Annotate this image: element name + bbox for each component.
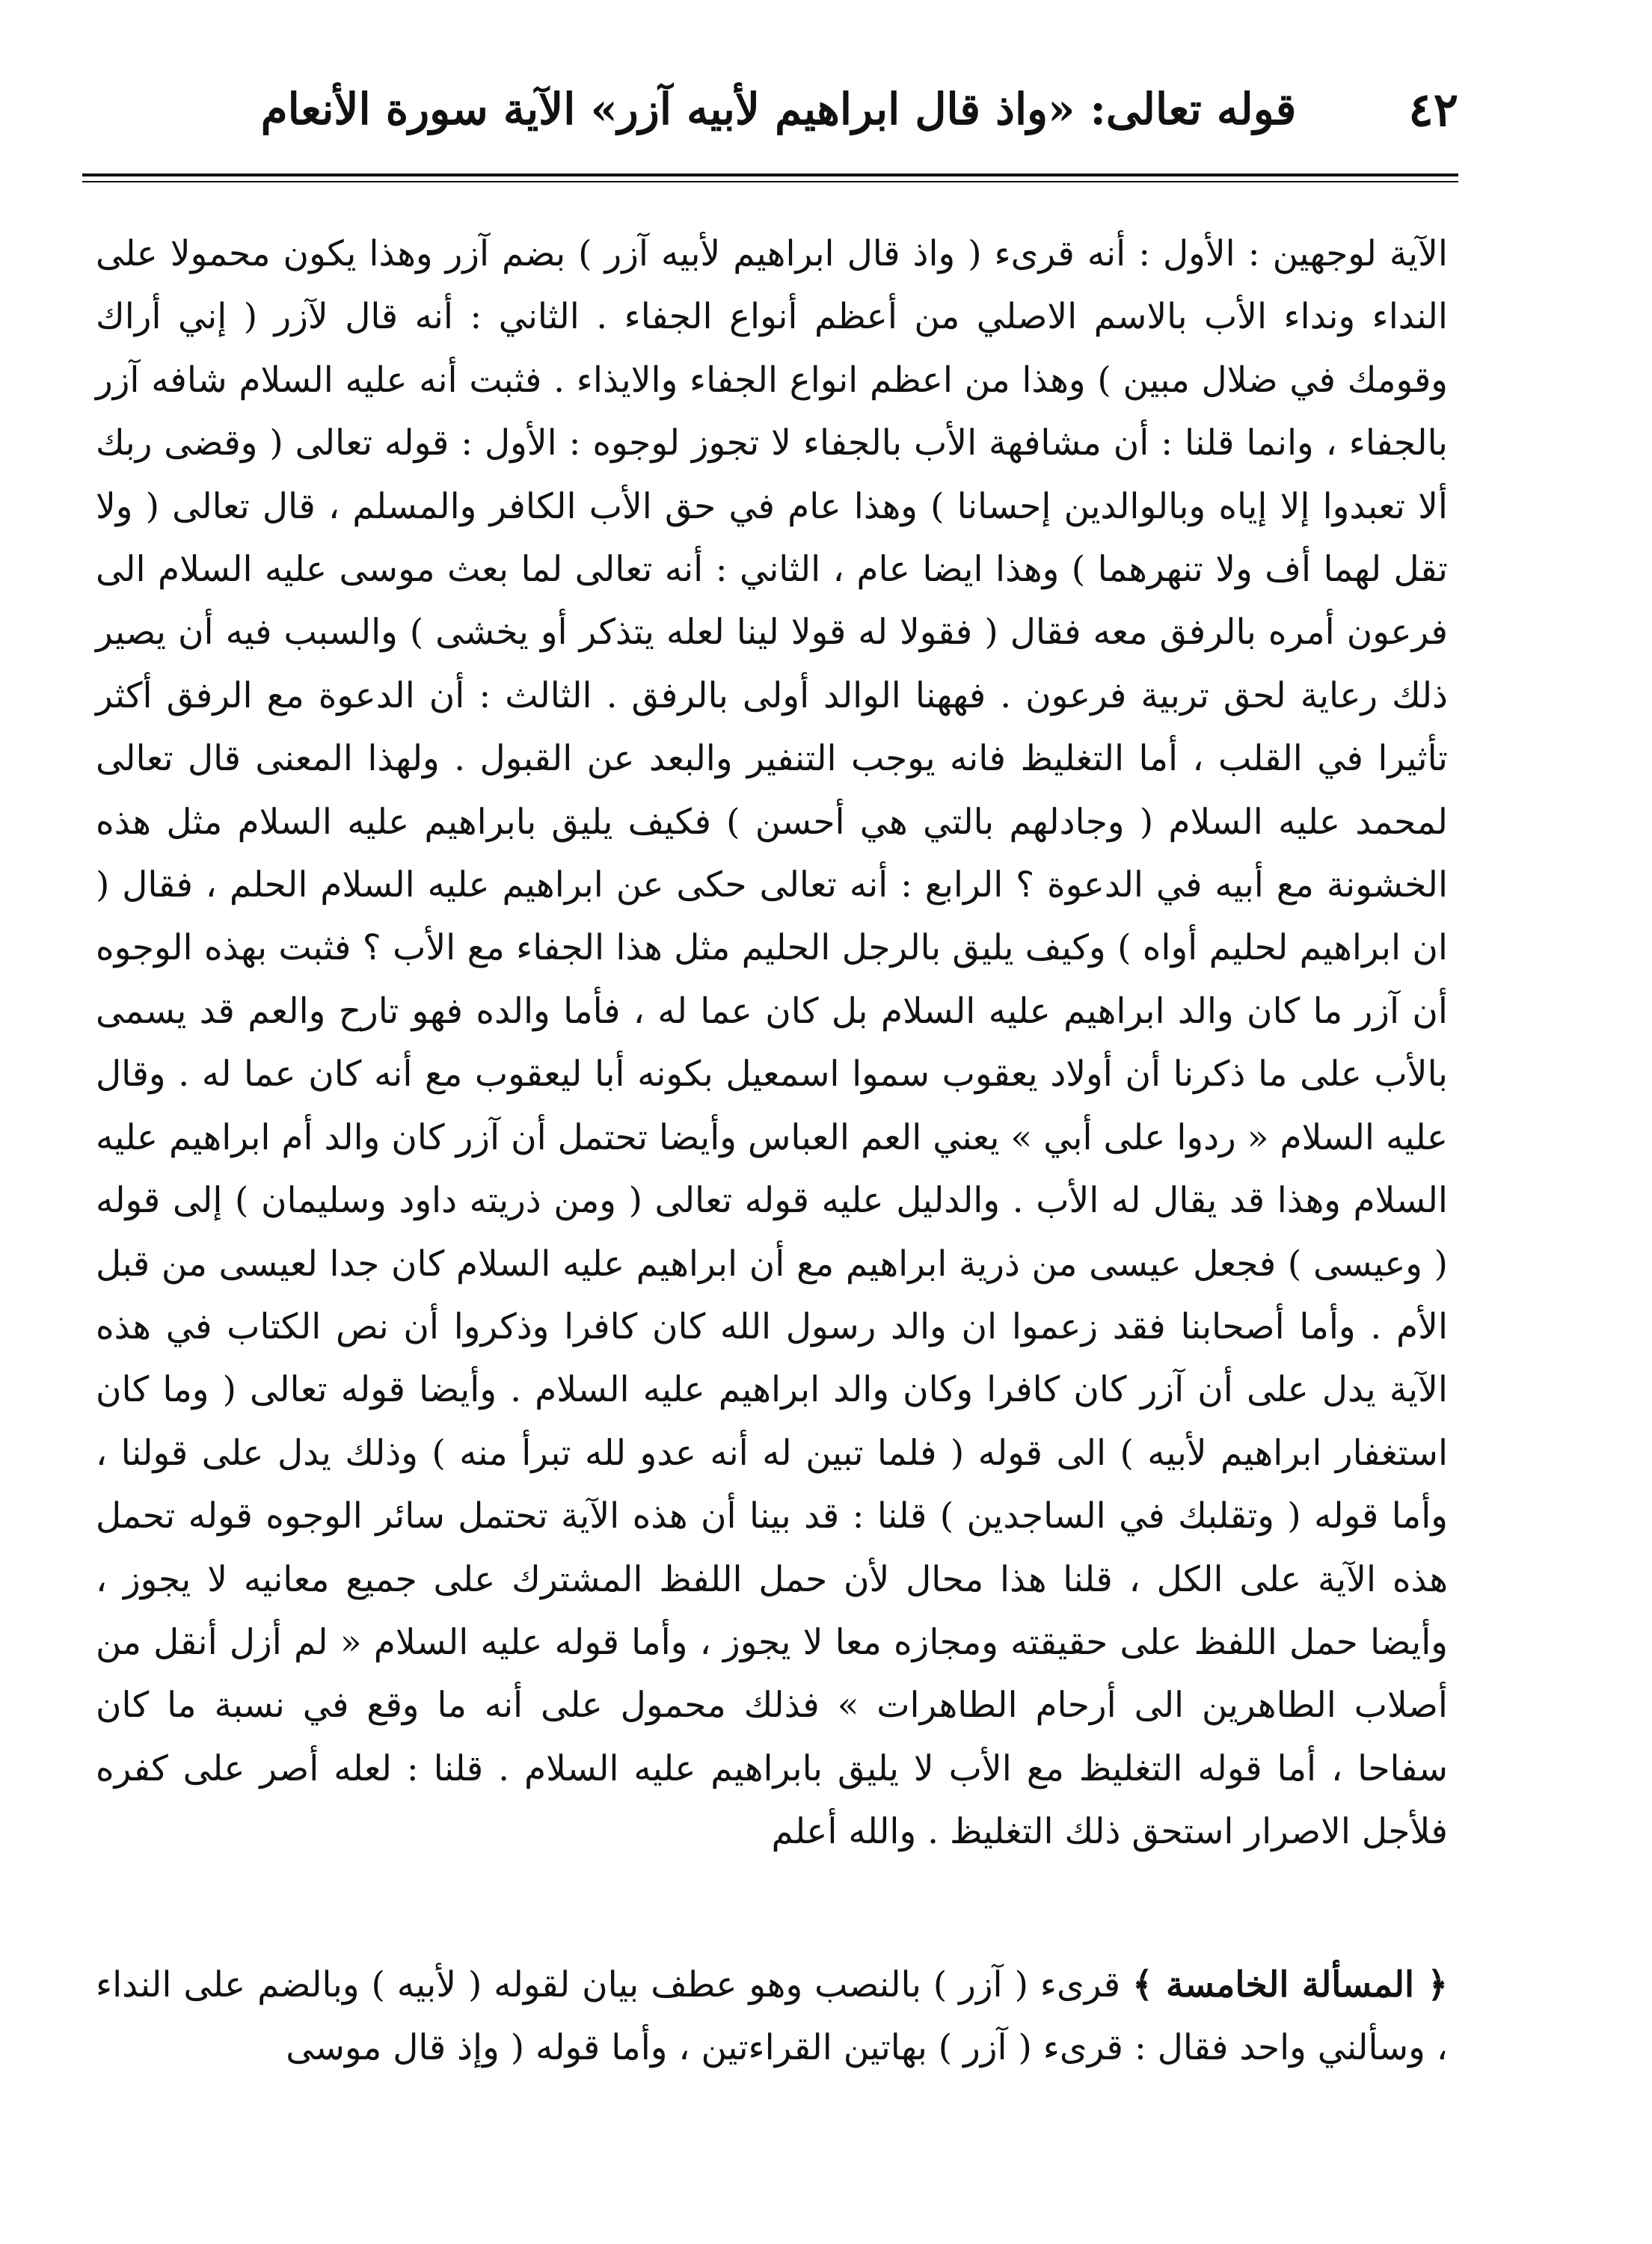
closing-phrase: والله أعلم <box>771 1811 917 1853</box>
main-text-block <box>96 223 1448 1864</box>
page-number: ٤٢ <box>1408 82 1458 137</box>
page-header <box>82 64 1458 154</box>
header-rule <box>82 173 1458 176</box>
running-title: قوله تعالى: «واذ قال ابراهيم لأبيه آزر» الآية سورة الأنعام <box>260 84 1297 135</box>
main-paragraph-text: الآية لوجهين : الأول : أنه قرىء ( واذ قال ابراهيم لأبيه آزر ) بضم آزر وهذا يكون محمولا على النداء ونداء الأب بالاسم الاصلي من أعظم أنواع الجفاء . الثاني : أنه قال لآزر ( إني أراك وقومك في ضلال مبين ) وهذا من اعظم انواع الجفاء والايذاء . فثبت أنه عليه السلام شافه آزر بالجفاء ، وانما قلنا : أن مشافهة الأب بالجفاء لا تجوز لوجوه : الأول : قوله تعالى ( وقضى ربك ألا تعبدوا إلا إياه وبالوالدين إحسانا ) وهذا عام في حق الأب الكافر والمسلم ، قال تعالى ( ولا تقل لهما أف ولا تنهرهما ) وهذا ايضا عام ، الثاني : أنه تعالى لما بعث موسى عليه السلام الى فرعون أمره بالرفق معه فقال ( فقولا له قولا لينا لعله يتذكر أو يخشى ) والسبب فيه أن يصير ذلك رعاية لحق تربية فرعون . فههنا الوالد أولى بالرفق . الثالث : أن الدعوة مع الرفق أكثر تأثيرا في القلب ، أما التغليظ فانه يوجب التنفير والبعد عن القبول . ولهذا المعنى قال تعالى لمحمد عليه السلام ( وجادلهم بالتي هي أحسن ) فكيف يليق بابراهيم عليه السلام مثل هذه الخشونة مع أبيه في الدعوة ؟ الرابع : أنه تعالى حكى عن ابراهيم عليه السلام الحلم ، فقال ( ان ابراهيم لحليم أواه ) وكيف يليق بالرجل الحليم مثل هذا الجفاء مع الأب ؟ فثبت بهذه الوجوه أن آزر ما كان والد ابراهيم عليه السلام بل كان عما له ، فأما والده فهو تارح والعم قد يسمى بالأب على ما ذكرنا أن أولاد يعقوب سموا اسمعيل بكونه أبا ليعقوب مع أنه كان عما له . وقال عليه السلام « ردوا على أبي » يعني العم العباس وأيضا تحتمل أن آزر كان والد أم ابراهيم عليه السلام وهذا قد يقال له الأب . والدليل عليه قوله تعالى ( ومن ذريته داود وسليمان ) إلى قوله ( وعيسى ) فجعل عيسى من ذرية ابراهيم مع أن ابراهيم عليه السلام كان جدا لعيسى من قبل الأم . وأما أصحابنا فقد زعموا ان والد رسول الله كان كافرا وذكروا أن نص الكتاب في هذه الآية يدل على أن آزر كان كافرا وكان والد ابراهيم عليه السلام . وأيضا قوله تعالى ( وما كان استغفار ابراهيم لأبيه ) الى قوله ( فلما تبين له أنه عدو لله تبرأ منه ) وذلك يدل على قولنا ، وأما قوله ( وتقلبك في الساجدين ) قلنا : قد بينا أن هذه الآية تحتمل سائر الوجوه قوله تحمل هذه الآية على الكل ، قلنا هذا محال لأن حمل اللفظ المشترك على جميع معانيه لا يجوز ، وأيضا حمل اللفظ على حقيقته ومجازه معا لا يجوز ، وأما قوله عليه السلام « لم أزل أنقل من أصلاب الطاهرين الى أرحام الطاهرات » فذلك محمول على أنه ما وقع في نسبة ما كان سفاحا ، أما قوله التغليظ مع الأب لا يليق بابراهيم عليه السلام . قلنا : لعله أصر على كفره فلأجل الاصرار استحق ذلك التغليظ . <box>96 233 1448 1853</box>
main-paragraph <box>96 223 1448 1864</box>
section-text: قرىء ( آزر ) بالنصب وهو عطف بيان لقوله ( لأبيه ) وبالضم على النداء ، وسألني واحد فقال : قرىء ( آزر ) بهاتين القراءتين ، وأما قوله ( وإذ قال موسى <box>96 1964 1448 2069</box>
section-title: ﴿ المسألة الخامسة ﴾ <box>1132 1964 1448 2005</box>
section-fifth-issue <box>96 1954 1448 2080</box>
header-rule-thin <box>82 181 1458 182</box>
